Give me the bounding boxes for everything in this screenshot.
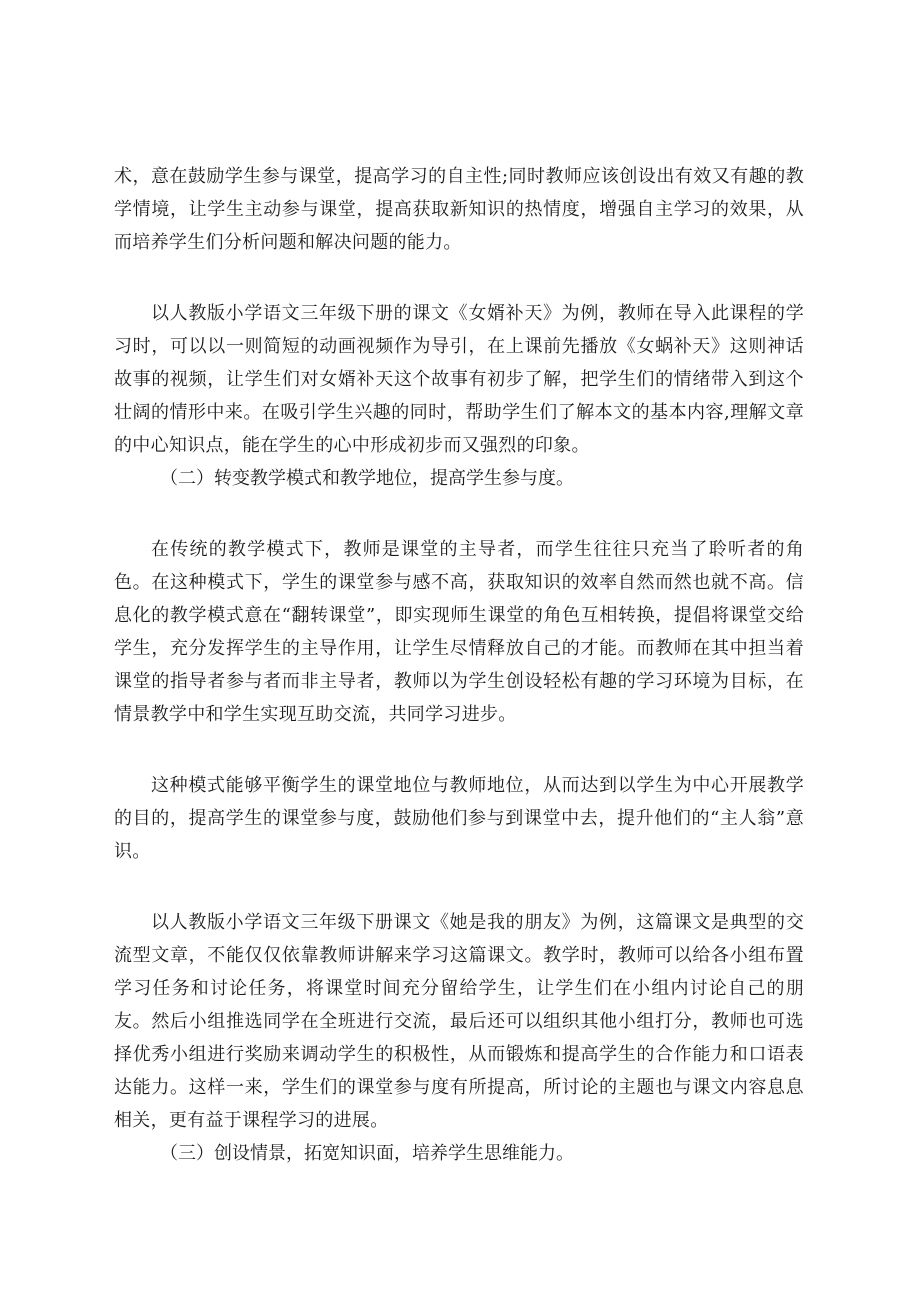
paragraph-example-nvwa: 以人教版小学语文三年级下册的课文《女婿补天》为例，教师在导入此课程的学习时，可以以一则简短的动画视频作为导引，在上课前先播放《女蜗补天》这则神话故事的视频，让学生们对女婿补天这个故事有初步了解，把学生们的情绪带入到这个壮阔的情形中来。在吸引学生兴趣的同时，帮助学生们了解本文的基本内容,理解文章的中心知识点，能在学生的心中形成初步而又强烈的印象。 [114, 303, 804, 456]
paragraph-continuation: 术，意在鼓励学生参与课堂，提高学习的自主性;同时教师应该创设出有效又有趣的教学情境，让学生主动参与课堂，提高获取新知识的热情度，增强自主学习的效果，从而培养学生们分析问题和解决问题的能力。 [114, 166, 804, 253]
section-heading-3: （三）创设情景，拓宽知识面，培养学生思维能力。 [160, 1143, 574, 1164]
paragraph-traditional-model: 在传统的教学模式下，教师是课堂的主导者，而学生往往只充当了聆听者的角色。在这种模式下，学生的课堂参与感不高，获取知识的效率自然而然也就不高。信息化的教学模式意在“翻转课堂”，即实现师生课堂的角色互相转换，提倡将课堂交给学生，充分发挥学生的主导作用，让学生尽情释放自己的才能。而教师在其中担当着课堂的指导者参与者而非主导者，教师以为学生创设轻松有趣的学习环境为目标，在情景教学中和学生实现互助交流，共同学习进步。 [114, 539, 804, 725]
document-page [114, 160, 804, 1170]
section-heading-2: （二）转变教学模式和教学地位，提高学生参与度。 [160, 468, 574, 489]
paragraph-balance-roles: 这种模式能够平衡学生的课堂地位与教师地位，从而达到以学生为中心开展教学的目的，提高学生的课堂参与度，鼓励他们参与到课堂中去，提升他们的“主人翁”意识。 [114, 775, 804, 862]
paragraph-example-friend: 以人教版小学语文三年级下册课文《她是我的朋友》为例，这篇课文是典型的交流型文章，不能仅仅依靠教师讲解来学习这篇课文。教学时，教师可以给各小组布置学习任务和讨论任务，将课堂时间充分留给学生，让学生们在小组内讨论自己的朋友。然后小组推选同学在全班进行交流，最后还可以组织其他小组打分，教师也可选择优秀小组进行奖励来调动学生的积极性，从而锻炼和提高学生的合作能力和口语表达能力。这样一来，学生们的课堂参与度有所提高，所讨论的主题也与课文内容息息相关，更有益于课程学习的进展。 [114, 912, 804, 1131]
